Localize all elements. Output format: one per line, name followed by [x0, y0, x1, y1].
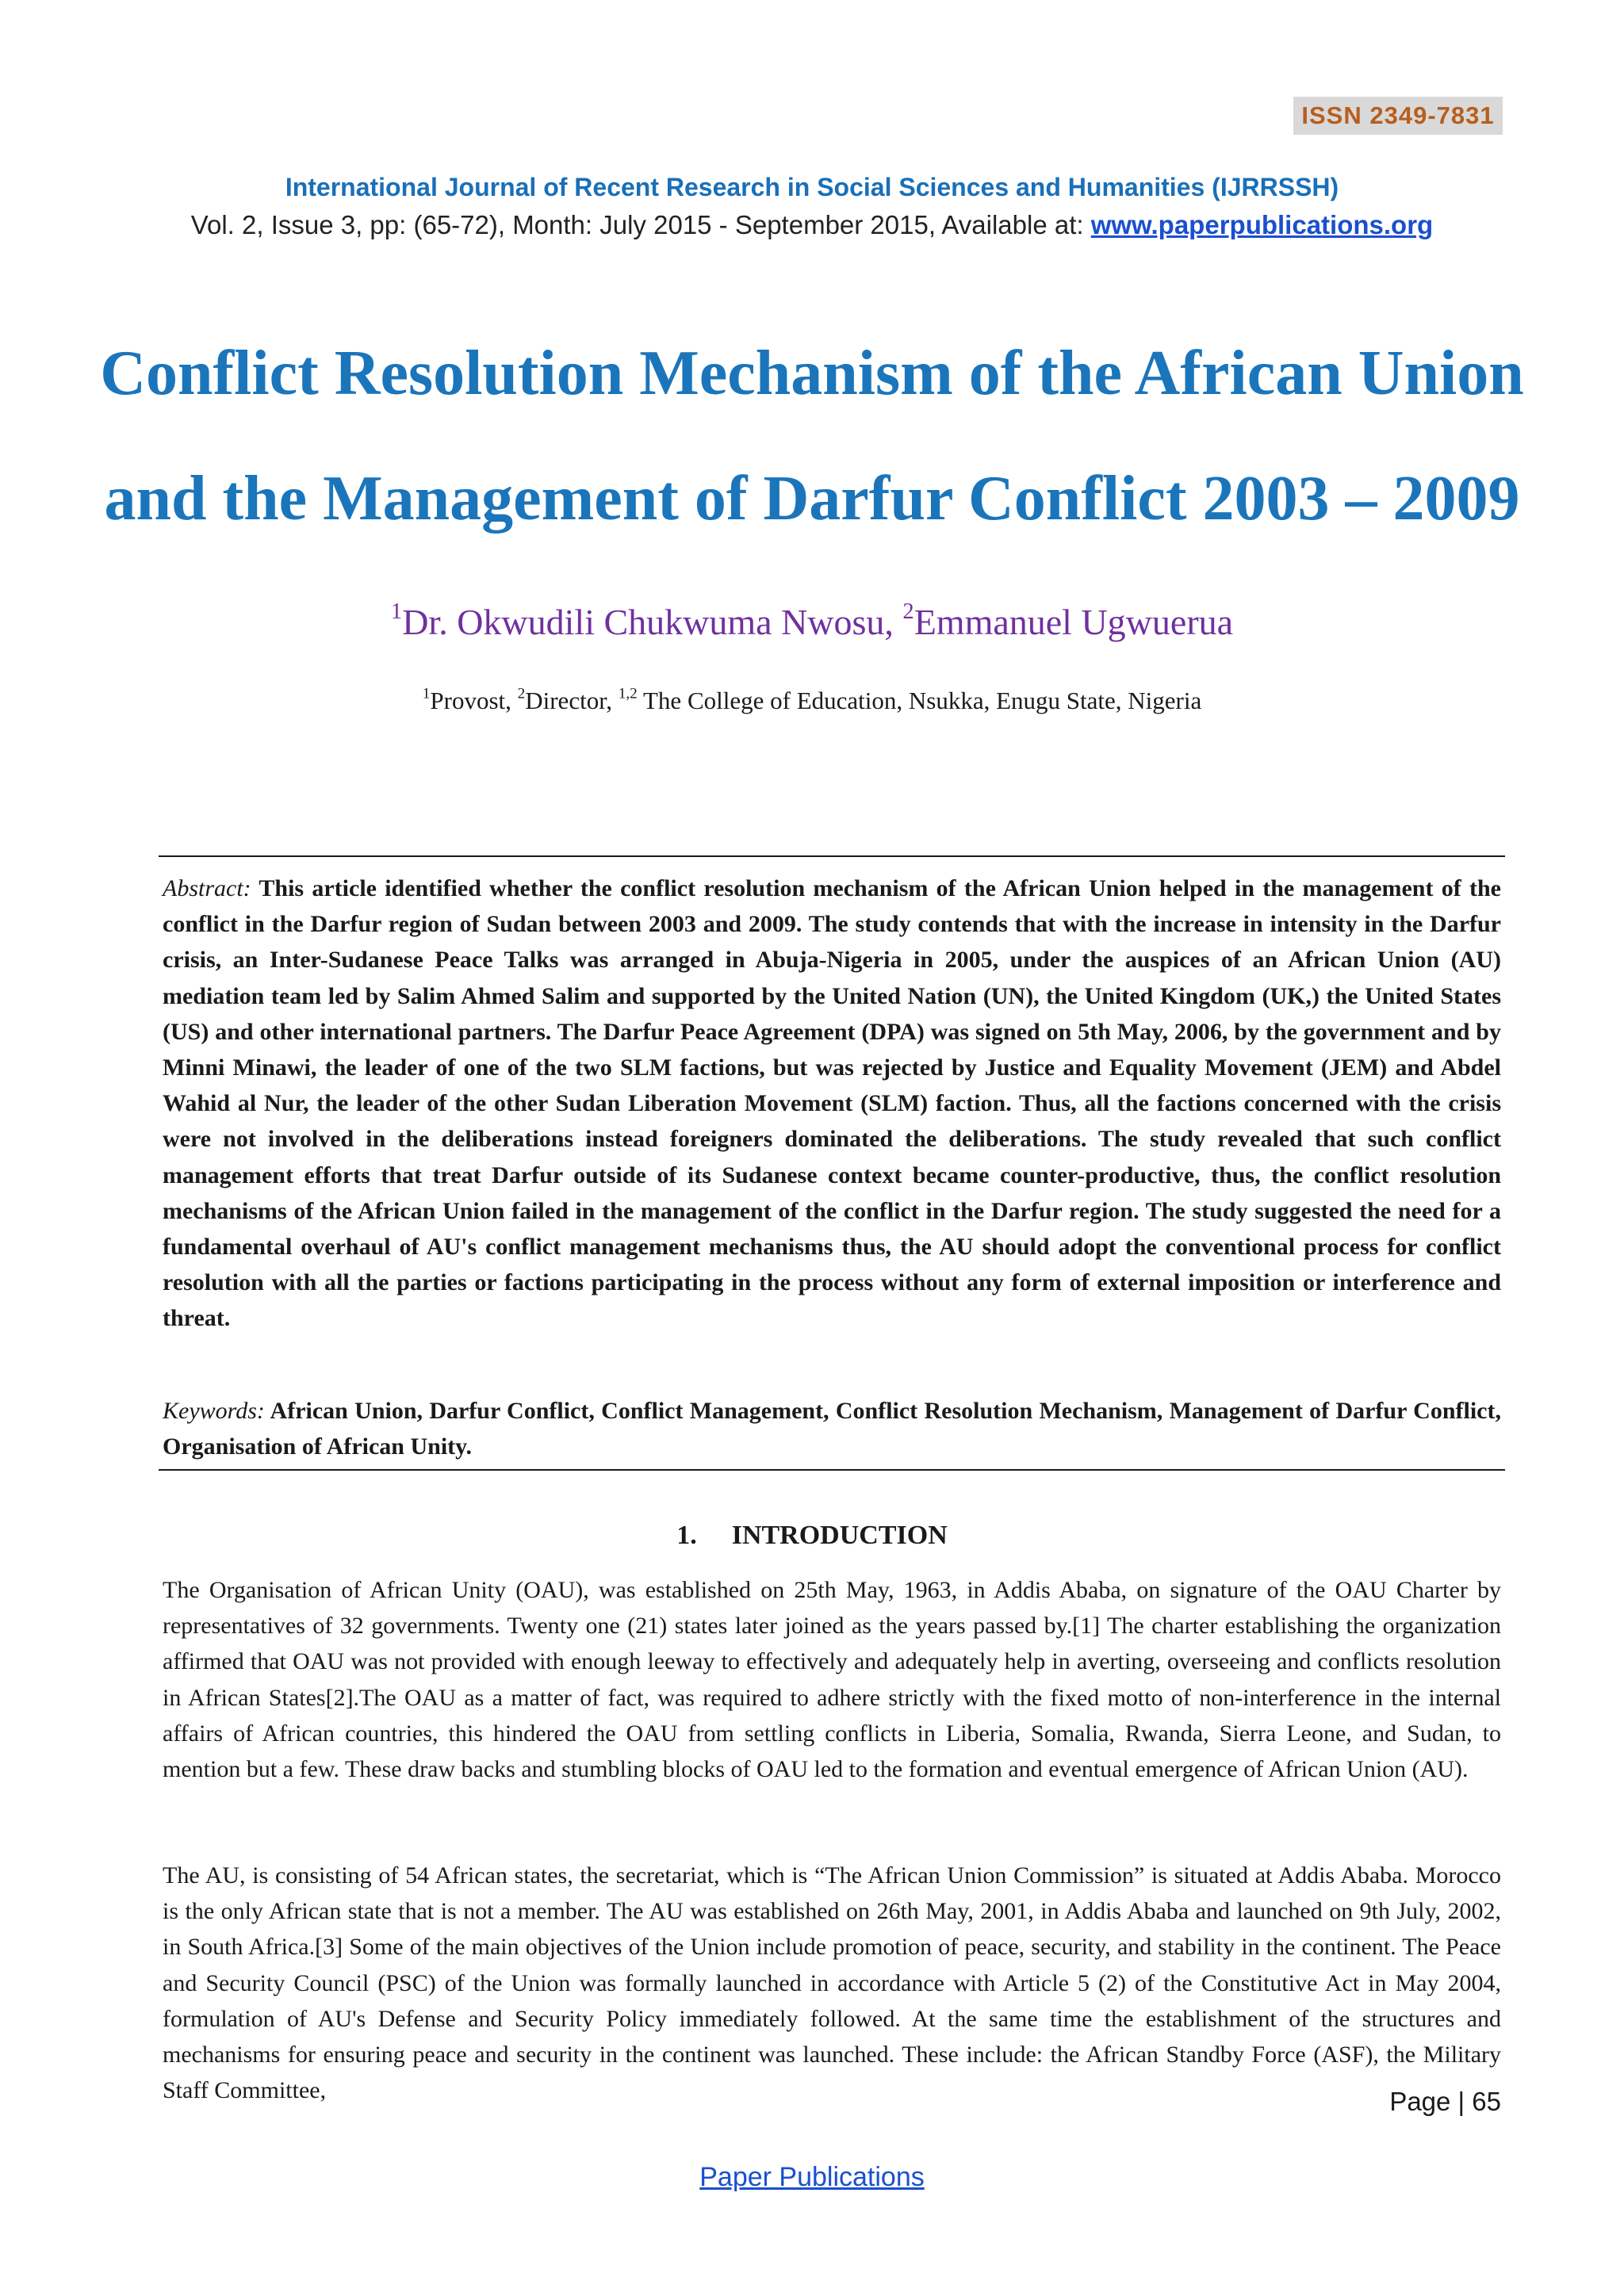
affil-sup-1: 1: [422, 685, 431, 702]
article-title: Conflict Resolution Mechanism of the African Union and the Management of Darfur Conflict 2003 – 2009: [100, 339, 1524, 534]
abstract: [163, 871, 1501, 1337]
issn-badge: ISSN 2349-7831: [1293, 97, 1503, 135]
page-number: Page | 65: [1389, 2087, 1501, 2116]
section-title: INTRODUCTION: [731, 1521, 948, 1550]
author-list: [0, 601, 1624, 643]
author-1-name: Dr. Okwudili Chukwuma Nwosu,: [402, 602, 894, 642]
author-1-sup: 1: [390, 599, 403, 625]
section-heading: [0, 1521, 1624, 1551]
affil-institution: The College of Education, Nsukka, Enugu State, Nigeria: [643, 687, 1202, 714]
body-paragraph-2: The AU, is consisting of 54 African states, the secretariat, which is “The African Union Commission” is situated at Addis Ababa. Morocco is the only African state that is not a member. The AU was established on 26th May, 2001, in Addis Ababa and launched on 9th July, 2002, in South Africa.[3] Some of the main objectives of the Union include promotion of peace, security, and stability in the continent. The Peace and Security Council (PSC) of the Union was formally launched in accordance with Article 5 (2) of the Constitutive Act in May 2004, formulation of AU's Defense and Security Policy immediately followed. At the same time the establishment of the structures and mechanisms for ensuring peace and security in the continent was launched. These include: the African Standby Force (ASF), the Military Staff Committee,: [163, 1862, 1501, 2104]
publisher-link[interactable]: Paper Publications: [699, 2162, 925, 2192]
website-link[interactable]: www.paperpublications.org: [1090, 210, 1434, 239]
abstract-top-rule: [159, 855, 1505, 857]
author-2-name: Emmanuel Ugwuerua: [914, 602, 1234, 642]
abstract-label: Abstract:: [163, 875, 251, 901]
journal-name: International Journal of Recent Research in Social Sciences and Humanities (IJRRSSH): [285, 173, 1339, 201]
section-number: 1.: [676, 1521, 697, 1550]
volume-line: [0, 210, 1624, 240]
keywords-text: African Union, Darfur Conflict, Conflict Management, Conflict Resolution Mechanism, Management of Darfur Conflict, Organisation of African Unity.: [163, 1398, 1501, 1460]
affil-role-1: Provost,: [430, 687, 511, 714]
author-2-sup: 2: [902, 599, 914, 625]
abstract-text: This article identified whether the conflict resolution mechanism of the African Union helped in the management of the conflict in the Darfur region of Sudan between 2003 and 2009. The study contends that with the increase in intensity in the Darfur crisis, an Inter-Sudanese Peace Talks was arranged in Abuja-Nigeria in 2005, under the auspices of an African Union (AU) mediation team led by Salim Ahmed Salim and supported by the United Nation (UN), the United Kingdom (UK,) the United States (US) and other international partners. The Darfur Peace Agreement (DPA) was signed on 5th May, 2006, by the government and by Minni Minawi, the leader of one of the two SLM factions, but was rejected by Justice and Equality Movement (JEM) and Abdel Wahid al Nur, the leader of the other Sudan Liberation Movement (SLM) faction. Thus, all the factions concerned with the crisis were not involved in the deliberations instead foreigners dominated the deliberations. The study revealed that such conflict management efforts that treat Darfur outside of its Sudanese context became counter-productive, thus, the conflict resolution mechanisms of the African Union failed in the management of the conflict in the Darfur region. The study suggested the need for a fundamental overhaul of AU's conflict management mechanisms thus, the AU should adopt the conventional process for conflict resolution with all the parties or factions participating in the process without any form of external imposition or interference and threat.: [163, 875, 1501, 1332]
abstract-bottom-rule: [159, 1469, 1505, 1471]
affil-sup-3: 1,2: [618, 685, 638, 702]
keywords: [163, 1393, 1501, 1464]
affil-role-2: Director,: [525, 687, 613, 714]
affiliation: [0, 687, 1624, 715]
keywords-label: Keywords:: [163, 1398, 265, 1424]
volume-info: Vol. 2, Issue 3, pp: (65-72), Month: July 2015 - September 2015, Available at:: [190, 210, 1091, 239]
body-paragraph-1: The Organisation of African Unity (OAU), was established on 25th May, 1963, in Addis Ababa, on signature of the OAU Charter by representatives of 32 governments. Twenty one (21) states later joined as the years passed by.[1] The charter establishing the organization affirmed that OAU was not provided with enough leeway to effectively and adequately help in averting, overseeing and conflicts resolution in African States[2].The OAU as a matter of fact, was required to adhere strictly with the fixed motto of non-interference in the internal affairs of African countries, this hindered the OAU from settling conflicts in Liberia, Somalia, Rwanda, Sierra Leone, and Sudan, to mention but a few. These draw backs and stumbling blocks of OAU led to the formation and eventual emergence of African Union (AU).: [163, 1577, 1501, 1783]
affil-sup-2: 2: [517, 685, 526, 702]
